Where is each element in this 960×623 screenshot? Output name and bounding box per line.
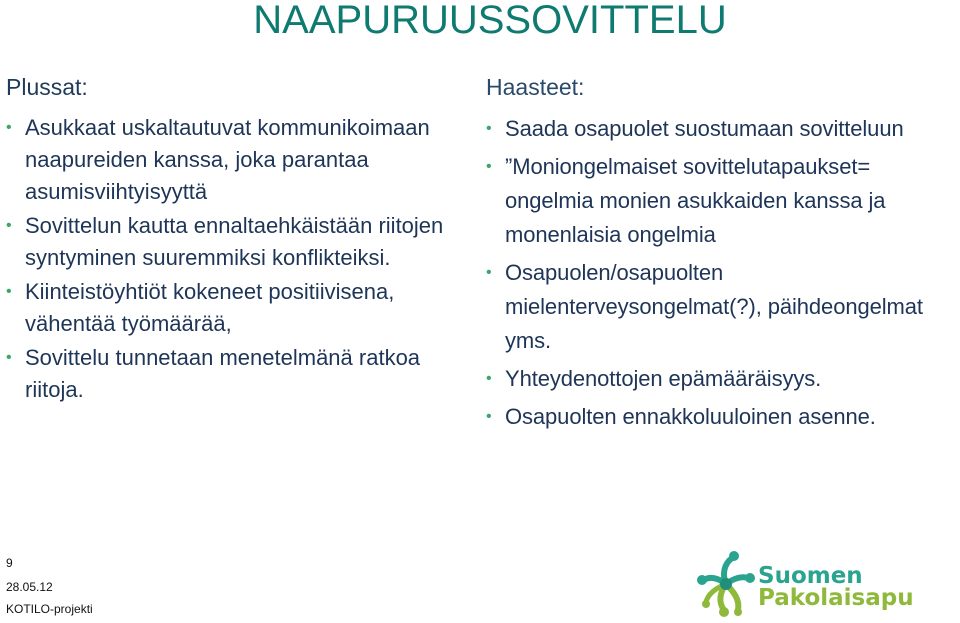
bullet-icon: • [6, 217, 12, 234]
pros-item [6, 210, 481, 274]
slide-title: NAAPURUUSSOVITTELU [253, 0, 727, 42]
challenges-item [486, 362, 960, 396]
pros-item-text: Kiinteistöyhtiöt kokeneet positiivisena, vähentää työmäärää, [25, 279, 395, 336]
pros-item-text: Sovittelu tunnetaan menetelmänä ratkoa riitoja. [25, 345, 421, 402]
suomen-pakolaisapu-logo [696, 548, 914, 618]
bullet-icon: • [6, 349, 12, 366]
pros-item [6, 276, 481, 340]
pros-list [6, 112, 481, 406]
challenges-heading: Haasteet: [486, 74, 585, 100]
bullet-icon: • [486, 264, 492, 281]
challenges-item-text: Osapuolten ennakkoluuloinen asenne. [505, 404, 876, 429]
logo-text-line1: Suomen [758, 563, 863, 589]
bullet-icon: • [486, 158, 492, 175]
bullet-icon: • [486, 120, 492, 137]
pros-column [6, 72, 481, 408]
pros-heading: Plussat: [6, 74, 88, 100]
bullet-icon: • [6, 119, 12, 136]
challenges-item [486, 150, 960, 252]
logo-emblem-icon [696, 548, 758, 618]
bullet-icon: • [6, 283, 12, 300]
challenges-list [486, 112, 960, 434]
challenges-column [486, 72, 960, 438]
footer-date: 28.05.12 [6, 580, 53, 594]
challenges-item-text: Saada osapuolet suostumaan sovitteluun [505, 116, 904, 141]
challenges-item-text: Yhteydenottojen epämääräisyys. [505, 366, 822, 391]
challenges-item-text: Osapuolen/osapuolten mielenterveysongelmat(?), päihdeongelmat yms. [505, 260, 923, 353]
pros-item [6, 342, 481, 406]
bullet-icon: • [486, 408, 492, 425]
challenges-item [486, 256, 960, 358]
footer-organization: KOTILO-projekti [6, 602, 93, 616]
logo-text-line2: Pakolaisapu [758, 585, 914, 611]
challenges-item [486, 112, 960, 146]
bullet-icon: • [486, 370, 492, 387]
pros-item-text: Asukkaat uskaltautuvat kommunikoimaan naapureiden kanssa, joka parantaa asumisviihtyisyyttä [25, 115, 430, 204]
challenges-item [486, 400, 960, 434]
challenges-item-text: ”Moniongelmaiset sovittelutapaukset= ongelmia monien asukkaiden kanssa ja monenlaisia ongelmia [505, 154, 886, 247]
pros-item-text: Sovittelun kautta ennaltaehkäistään riitojen syntyminen suuremmiksi konflikteiksi. [25, 213, 444, 270]
pros-item [6, 112, 481, 208]
page-number: 9 [6, 556, 13, 570]
